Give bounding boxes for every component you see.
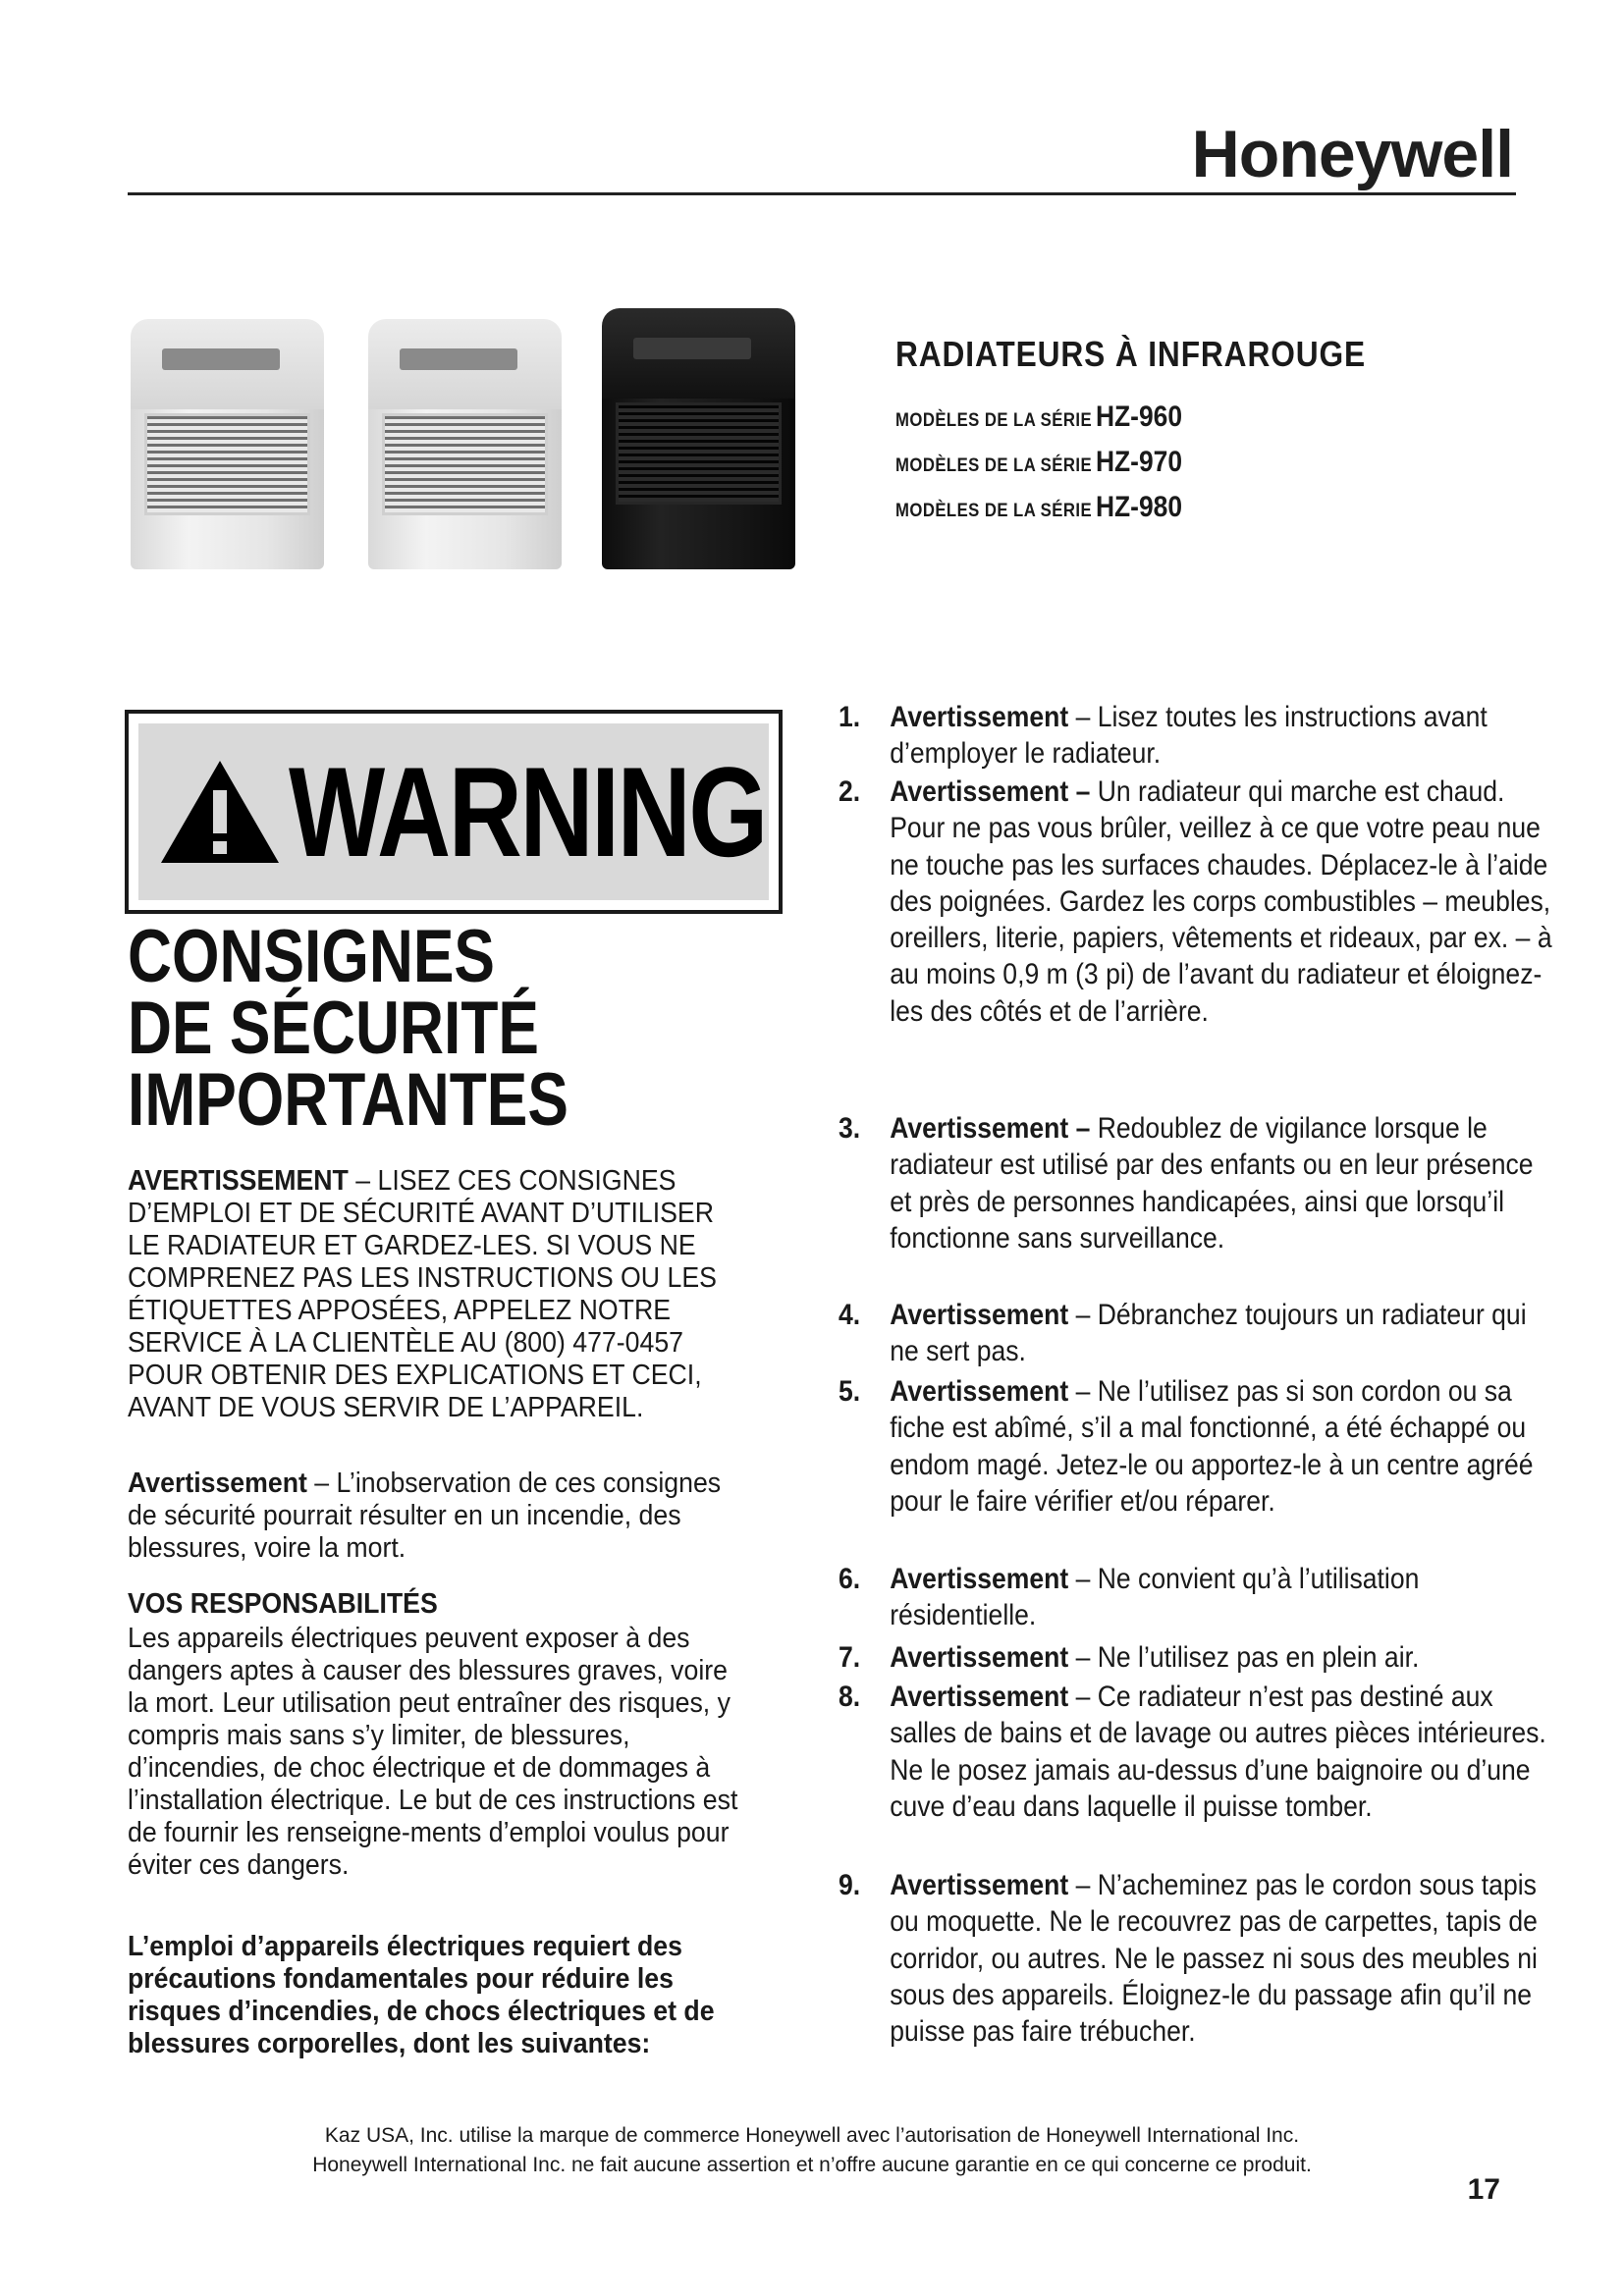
list-item: 7. Avertissement – Ne l’utilisez pas en plein air. [839, 1641, 1420, 1674]
product-title: RADIATEURS À INFRAROUGE [895, 334, 1367, 374]
list-item: 5. Avertissement – Ne l’utilisez pas si son cordon ou sa fiche est abîmé, s’il a mal fonctionné, a été échappé ou endom magé. Jetez-le ou apportez-le à un centre agréé pour le faire vérifier et/ou réparer. [839, 1375, 1534, 1518]
list-item: 6. Avertissement – Ne convient qu’à l’utilisation résidentielle. [839, 1563, 1420, 1632]
page-number: 17 [1467, 2173, 1500, 2206]
heater-image-black [602, 308, 795, 569]
brand-logo: Honeywell [1191, 117, 1513, 191]
list-item: 8. Avertissement – Ce radiateur n’est pas destiné aux salles de bains et de lavage ou autres pièces intérieures. Ne le posez jamais au-dessus d’une baignoire ou d’une cuve d’eau dans laquelle il puisse tomber. [839, 1681, 1546, 1823]
safety-intro: AVERTISSEMENT – LISEZ CES CONSIGNES D’EMPLOI ET DE SÉCURITÉ AVANT D’UTILISER LE RADIATEUR ET GARDEZ-LES. SI VOUS NE COMPRENEZ PAS LES INSTRUCTIONS OU LES ÉTIQUETTES APPOSÉES, APPELEZ NOTRE SERVICE À LA CLIENTÈLE AU (800) 477-0457 POUR OBTENIR DES EXPLICATIONS ET CECI, AVANT DE VOUS SERVIR DE L’APPAREIL. [128, 1165, 717, 1423]
model-line: MODÈLES DE LA SÉRIE HZ-970 [895, 446, 1183, 478]
safety-heading: CONSIGNES DE SÉCURITÉ IMPORTANTES [128, 915, 568, 1142]
trademark-notice-line-2: Honeywell International Inc. ne fait aucune assertion et n’offre aucune garantie en ce qui concerne ce produit. [312, 2154, 1312, 2176]
warnings-list [839, 699, 1552, 2050]
heater-image-white-1 [131, 319, 324, 569]
list-item: 9. Avertissement – N’acheminez pas le cordon sous tapis ou moquette. Ne le recouvrez pas de carpettes, tapis de corridor, ou autres. Ne le passez ni sous des meubles ni sous des appareils. Éloignez-le du passage afin qu’il ne puisse pas faire trébucher. [839, 1869, 1538, 2049]
warning-label: WARNING [289, 740, 766, 883]
heater-image-white-2 [368, 319, 562, 569]
precautions-paragraph: L’emploi d’appareils électriques requiert des précautions fondamentales pour réduire les risques d’incendies, de chocs électriques et de blessures corporelles, dont les suivantes: [128, 1931, 715, 2059]
warning-badge [125, 710, 783, 914]
responsibilities-heading: VOS RESPONSABILITÉS [128, 1588, 438, 1620]
header-divider [128, 192, 1516, 195]
trademark-notice-line-1: Kaz USA, Inc. utilise la marque de commerce Honeywell avec l’autorisation de Honeywell International Inc. [324, 2124, 1300, 2147]
responsibilities-text: Les appareils électriques peuvent exposer à des dangers aptes à causer des blessures graves, voire la mort. Leur utilisation peut entraîner des risques, y compris mais sans s’y limiter, de blessures, d’incendies, de choc électrique et de dommages à l’installation électrique. Le but de ces instructions est de fournir les renseigne-ments d’emploi voulus pour éviter ces dangers. [128, 1623, 738, 1881]
list-item: 3. Avertissement – Redoublez de vigilance lorsque le radiateur est utilisé par des enfants ou en leur présence et près de personnes handicapées, ainsi que lorsqu’il fonctionne sans surveillance. [839, 1112, 1534, 1255]
list-item: 2. Avertissement – Un radiateur qui marche est chaud. Pour ne pas vous brûler, veillez à ce que votre peau nue ne touche pas les surfaces chaudes. Déplacez-le à l’aide des poignées. Gardez les corps combustibles – meubles, oreillers, literie, papiers, vêtements et rideaux, par ex. – à au moins 0,9 m (3 pi) de l’avant du radiateur et éloignez-les des côtés et de l’arrière. [839, 775, 1552, 1028]
model-line: MODÈLES DE LA SÉRIE HZ-960 [895, 400, 1183, 433]
list-item: 1. Avertissement – Lisez toutes les instructions avant d’employer le radiateur. [839, 701, 1488, 771]
warning-triangle-icon [157, 757, 283, 867]
model-line: MODÈLES DE LA SÉRIE HZ-980 [895, 491, 1183, 523]
safety-warning-paragraph: Avertissement – L’inobservation de ces consignes de sécurité pourrait résulter en un incendie, des blessures, voire la mort. [128, 1468, 722, 1564]
list-item: 4. Avertissement – Débranchez toujours un radiateur qui ne sert pas. [839, 1299, 1527, 1368]
